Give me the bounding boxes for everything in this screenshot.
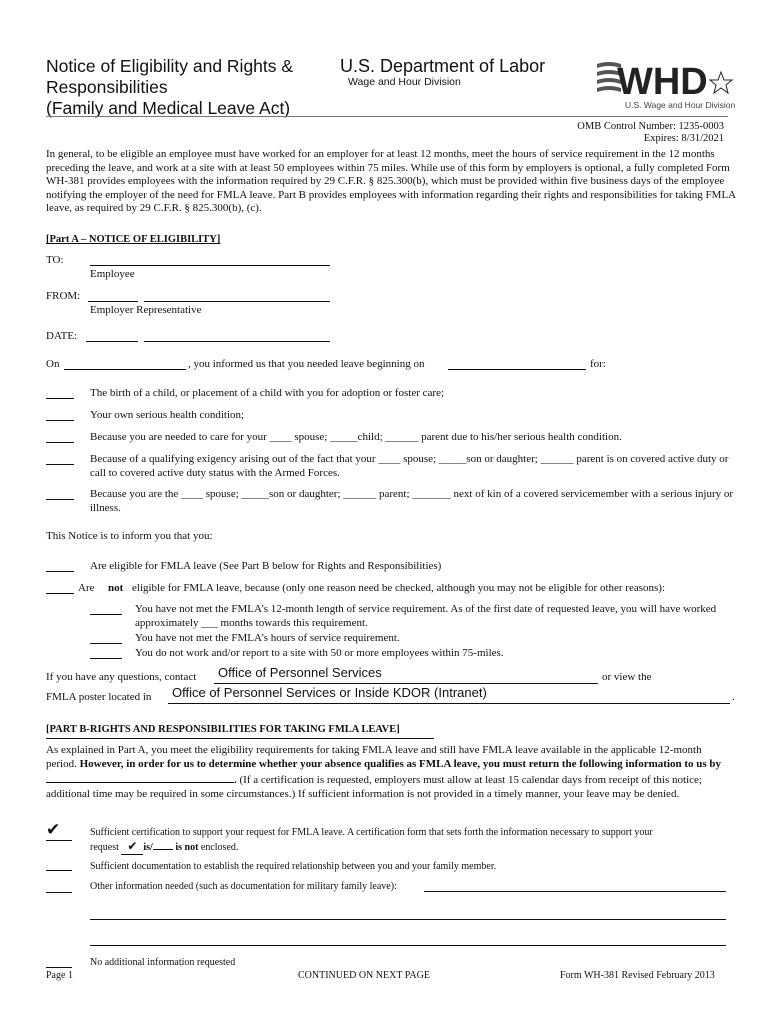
other-info-field-3[interactable] [90,945,726,946]
checkmark-icon: ✔ [46,820,61,840]
title-line: Responsibilities [46,77,168,97]
poster-location-field[interactable]: Office of Personnel Services or Inside KDOR (Intranet) [172,685,487,700]
not-label: not [108,582,124,594]
part-a-heading: [Part A – NOTICE OF ELIGIBILITY] [46,234,221,245]
reason-checkbox-birth[interactable] [46,398,74,399]
reason-checkbox-exigency[interactable] [46,464,74,465]
employee-name-field[interactable] [90,265,330,266]
return-by-date-field[interactable] [46,771,234,783]
not-eligible-checkbox-hours[interactable] [90,643,122,644]
form-title [46,56,293,119]
part-b-heading: [PART B-RIGHTS AND RESPONSIBILITIES FOR TAKING FMLA LEAVE] [46,724,400,735]
reason-birth: The birth of a child, or placement of a child with you for adoption or foster care; [90,387,445,399]
intro-paragraph: In general, to be eligible an employee must have worked for an employer for at least 12 months, meet the hours of service requirement in the 12 months preceding the leave, and work at a site with at least 50 employees within 75 miles. While use of this form by employers is optional, a fully completed Form WH-381 provides employees with the information required by 29 C.F.R. § 825.300(b), which must be provided within five business days of the employee notifying the employer of the need for FMLA leave. Part B provides employees with information regarding their rights and responsibilities for taking FMLA leave, as required by 29 C.F.R. § 825.300(b), (c). [46,148,736,215]
page-number: Page 1 [46,970,73,981]
not-eligible-checkbox-length[interactable] [90,614,122,615]
part-b-bold-text: However, in order for us to determine whether your absence qualifies as FMLA leave, you must return the following information to us by [79,757,722,770]
reason-servicemember: Because you are the ____ spouse; _____son or daughter; ______ parent; _______ next of kin of a covered servicemember with a serious injury or illness. [90,488,734,514]
date-label: DATE: [46,330,78,342]
is-not-enclosed-checkbox[interactable] [153,849,173,850]
reason-checkbox-servicemember[interactable] [46,499,74,500]
eligible-text: Are eligible for FMLA leave (See Part B below for Rights and Responsibilities) [90,560,442,572]
poster-field-line [168,703,730,704]
leave-start-field[interactable] [448,369,586,370]
item-none: No additional information requested [90,957,236,968]
item-cert-enclosed: enclosed. [200,841,239,853]
employee-label: Employee [90,268,135,280]
title-line: (Family and Medical Leave Act) [46,98,291,118]
omb-number: OMB Control Number: 1235-0003 [577,121,724,132]
title-line: Notice of Eligibility and Rights & [46,56,294,76]
item-cert-request: request [90,841,119,853]
checkmark-icon: ✔ [127,838,138,853]
are-label: Are [78,582,95,594]
to-label: TO: [46,254,64,266]
eligible-checkbox[interactable] [46,571,74,572]
item-cert-is: is/ [143,841,153,853]
part-b-paragraph: As explained in Part A, you meet the eligibility requirements for taking FMLA leave and still have FMLA leave available in the applicable 12-month period. However, in order for us to determine whether your absence qualifies as FMLA leave, you must return the following information to us by . (If a certification is requested, employers must allow at least 15 calendar days from receipt of this notice; additional time may be required in some circumstances.) If sufficient information is not provided in a timely manner, your leave may be denied. [46,744,722,800]
other-info-field-1[interactable] [424,891,726,892]
documentation-checkbox[interactable] [46,870,72,871]
no-info-checkbox[interactable] [46,967,72,968]
not-eligible-hours: You have not met the FMLA’s hours of service requirement. [135,632,400,644]
part-b-heading-underline [46,738,434,739]
contact-field-line [214,683,598,684]
contact-field[interactable]: Office of Personnel Services [218,665,382,680]
reason-checkbox-care[interactable] [46,442,74,443]
from-initials-field[interactable] [88,301,138,302]
item-documentation: Sufficient documentation to establish the required relationship between you and your family member. [90,861,497,872]
whd-logo [595,58,735,114]
item-cert-text: Sufficient certification to support your request for FMLA leave. A certification form that sets forth the information necessary to support your [90,827,653,838]
reason-checkbox-own-health[interactable] [46,420,74,421]
header-divider [46,116,728,117]
informed-text: , you informed us that you needed leave beginning on [188,358,425,370]
for-label: for: [590,358,606,370]
on-label: On [46,358,60,370]
omb-info [577,121,724,145]
or-view-label: or view the [602,671,652,683]
reason-own-health: Your own serious health condition; [90,409,245,421]
logo-text: WHD [617,61,708,103]
not-eligible-site: You do not work and/or report to a site with 50 or more employees within 75-miles. [135,647,504,659]
employer-rep-field[interactable] [144,301,330,302]
item-certification [90,827,730,855]
not-eligible-text: eligible for FMLA leave, because (only one reason need be checked, although you may not be eligible for other reasons): [132,582,666,594]
continued-text: CONTINUED ON NEXT PAGE [298,970,430,981]
item-cert-isnot: is not [175,841,199,853]
logo-caption: U.S. Wage and Hour Division [625,100,736,110]
reason-care: Because you are needed to care for your ____ spouse; _____child; ______ parent due to his/her serious health condition. [90,431,622,443]
from-label: FROM: [46,290,81,302]
is-enclosed-checkbox[interactable] [121,840,143,856]
form-revision: Form WH-381 Revised February 2013 [560,970,715,981]
date-field-a[interactable] [86,341,138,342]
item-other: Other information needed (such as documentation for military family leave): [90,881,397,892]
part-b-text-1: As explained in Part A, you meet the eligibility requirements for taking FMLA leave and still have FMLA leave available in the applicable 12-month period. [46,744,702,770]
questions-label: If you have any questions, contact [46,671,197,683]
reason-exigency: Because of a qualifying exigency arising out of the fact that your ____ spouse; _____son or daughter; ______ parent is on covered active duty or call to covered active duty status with the Armed Forces. [90,453,729,479]
date-field-b[interactable] [144,341,330,342]
omb-expires: Expires: 8/31/2021 [643,133,724,144]
not-eligible-checkbox[interactable] [46,593,74,594]
part-b-text-2: (If a certification is requested, employers must allow at least 15 calendar days from receipt of this notice; additional time may be required in some circumstances.) If sufficient information is not provided in a timely manner, your leave may be denied. [46,774,702,800]
cert-checkbox[interactable] [46,840,72,841]
division-name: Wage and Hour Division [348,76,461,88]
not-eligible-length: You have not met the FMLA’s 12-month length of service requirement. As of the first date of requested leave, you will have worked approximately ___ months towards this requirement. [135,603,717,629]
poster-period: . [732,691,735,703]
poster-label: FMLA poster located in [46,691,152,703]
employer-rep-label: Employer Representative [90,304,202,316]
department-name: U.S. Department of Labor [340,56,546,76]
other-info-field-2[interactable] [90,919,726,920]
request-date-field[interactable] [64,369,186,370]
other-info-checkbox[interactable] [46,892,72,893]
notice-text: This Notice is to inform you that you: [46,530,213,542]
not-eligible-checkbox-site[interactable] [90,658,122,659]
